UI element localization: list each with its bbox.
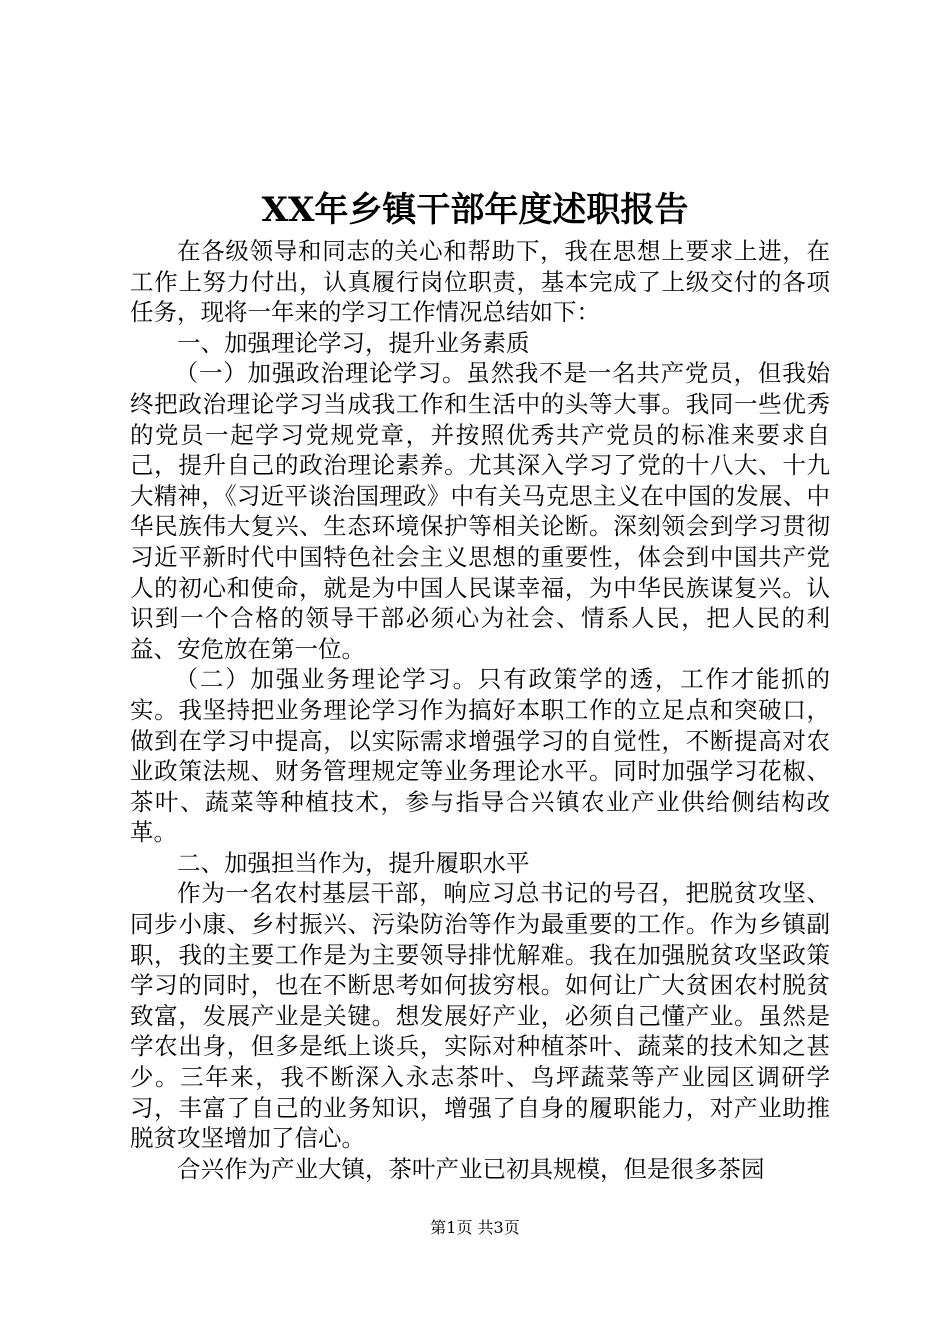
subsection-paragraph-1: （一）加强政治理论学习。虽然我不是一名共产党员，但我始终把政治理论学习当成我工作和生活中的头等大事。我同一些优秀的党员一起学习党规党章，并按照优秀共产党员的标准来要求自己，提升自己的政治理论素养。尤其深入学习了党的十八大、十九大精神，《习近平谈治国理政》中有关马克思主义在中国的发展、中华民族伟大复兴、生态环境保护等相关论断。深刻领会到学习贯彻习近平新时代中国特色社会主义思想的重要性，体会到中国共产党人的初心和使命，就是为中国人民谋幸福，为中华民族谋复兴。认识到一个合格的领导干部必须心为社会、情系人民，把人民的利益、安危放在第一位。 [130, 359, 830, 663]
section-heading-2: 二、加强担当作为，提升履职水平 [177, 848, 530, 877]
subsection-paragraph-2: （二）加强业务理论学习。只有政策学的透，工作才能抓的实。我坚持把业务理论学习作为搞好本职工作的立足点和突破口，做到在学习中提高，以实际需求增强学习的自觉性，不断提高对农业政策法规、财务管理规定等业务理论水平。同时加强学习花椒、茶叶、蔬菜等种植技术，参与指导合兴镇农业产业供给侧结构改革。 [130, 665, 830, 847]
intro-paragraph: 在各级领导和同志的关心和帮助下，我在思想上要求上进，在工作上努力付出，认真履行岗位职责，基本完成了上级交付的各项任务，现将一年来的学习工作情况总结如下： [130, 237, 830, 327]
document-title: XX年乡镇干部年度述职报告 [261, 190, 689, 230]
body-paragraph-continued: 合兴作为产业大镇，茶叶产业已初具规模，但是很多茶园 [177, 1154, 765, 1183]
page-footer: 第1页 共3页 [430, 1218, 520, 1237]
body-paragraph: 作为一名农村基层干部，响应习总书记的号召，把脱贫攻坚、同步小康、乡村振兴、污染防治等作为最重要的工作。作为乡镇副职，我的主要工作是为主要领导排忧解难。我在加强脱贫攻坚政策学习的同时，也在不断思考如何拔穷根。如何让广大贫困农村脱贫致富，发展产业是关键。想发展好产业，必须自己懂产业。虽然是学农出身，但多是纸上谈兵，实际对种植茶叶、蔬菜的技术知之甚少。三年来，我不断深入永志茶叶、鸟坪蔬菜等产业园区调研学习，丰富了自己的业务知识，增强了自身的履职能力，对产业助推脱贫攻坚增加了信心。 [130, 879, 830, 1153]
document-body [130, 236, 830, 1184]
section-heading-1: 一、加强理论学习，提升业务素质 [177, 328, 530, 357]
